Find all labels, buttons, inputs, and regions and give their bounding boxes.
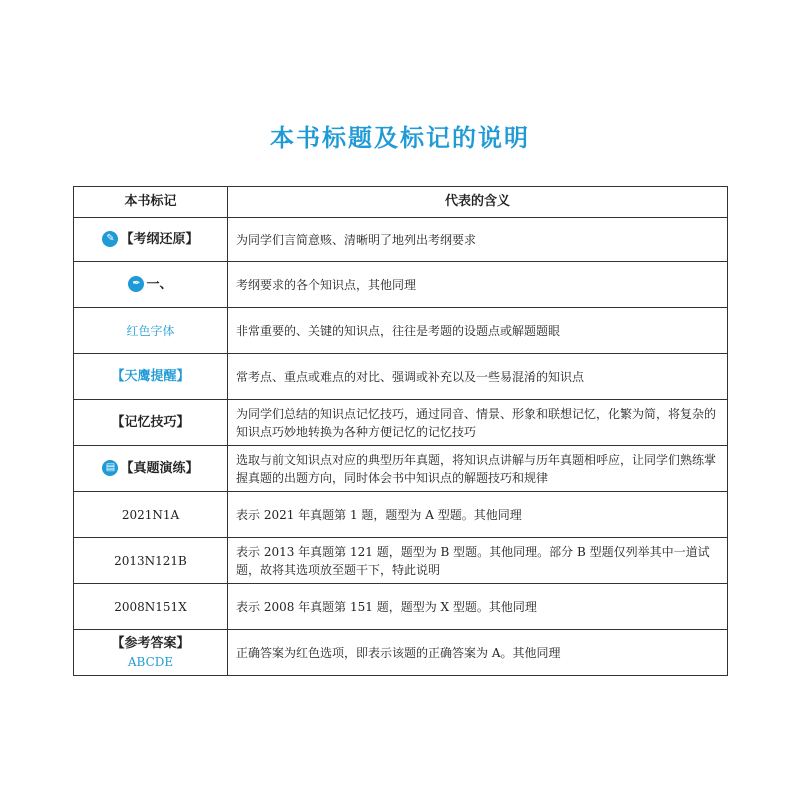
mark-cell (74, 630, 228, 676)
mark-cell (74, 446, 228, 492)
table-row (74, 584, 728, 630)
meaning-cell: 表示 2008 年真题第 151 题，题型为 X 型题。其他同理 (228, 584, 728, 630)
mark-label: 【考纲还原】 (120, 231, 199, 247)
meaning-cell: 为同学们总结的知识点记忆技巧，通过同音、情景、形象和联想记忆，化繁为简，将复杂的知识点巧妙地转换为各种方便记忆的记忆技巧 (228, 400, 728, 446)
table-row (74, 630, 728, 676)
mark-cell (74, 262, 228, 308)
mark-label: 【参考答案】 (111, 635, 190, 651)
meaning-cell: 表示 2021 年真题第 1 题，题型为 A 型题。其他同理 (228, 492, 728, 538)
answer-sample: ABCDE (127, 654, 174, 669)
pencil-icon: ✎ (102, 231, 118, 247)
mark-cell: 2021N1A (74, 492, 228, 538)
mark-cell: 红色字体 (74, 308, 228, 354)
table-row (74, 354, 728, 400)
header-meaning: 代表的含义 (228, 187, 728, 218)
table-row (74, 218, 728, 262)
legend-table (73, 186, 728, 676)
mark-cell: 2013N121B (74, 538, 228, 584)
page-title: 本书标题及标记的说明 (270, 123, 530, 152)
header-mark: 本书标记 (74, 187, 228, 218)
meaning-cell: 正确答案为红色选项，即表示该题的正确答案为 A。其他同理 (228, 630, 728, 676)
table-header-row (74, 187, 728, 218)
table-row (74, 538, 728, 584)
clipboard-icon: ▤ (102, 460, 118, 476)
meaning-cell: 常考点、重点或难点的对比、强调或补充以及一些易混淆的知识点 (228, 354, 728, 400)
table-row (74, 400, 728, 446)
table-row (74, 308, 728, 354)
pen-nib-icon: ✒ (128, 276, 144, 292)
mark-cell: 2008N151X (74, 584, 228, 630)
meaning-cell: 选取与前文知识点对应的典型历年真题，将知识点讲解与历年真题相呼应，让同学们熟练掌握真题的出题方向，同时体会书中知识点的解题技巧和规律 (228, 446, 728, 492)
table-row (74, 492, 728, 538)
meaning-cell: 考纲要求的各个知识点，其他同理 (228, 262, 728, 308)
table-row (74, 262, 728, 308)
mark-cell (74, 218, 228, 262)
meaning-cell: 为同学们言简意赅、清晰明了地列出考纲要求 (228, 218, 728, 262)
meaning-cell: 非常重要的、关键的知识点，往往是考题的设题点或解题题眼 (228, 308, 728, 354)
table-row (74, 446, 728, 492)
mark-cell: 【记忆技巧】 (74, 400, 228, 446)
mark-label: 【真题演练】 (120, 460, 199, 476)
mark-label: 一、 (146, 276, 173, 292)
meaning-cell: 表示 2013 年真题第 121 题，题型为 B 型题。其他同理。部分 B 型题仅列举其中一道试题，故将其选项放至题干下，特此说明 (228, 538, 728, 584)
mark-cell: 【天鹰提醒】 (74, 354, 228, 400)
